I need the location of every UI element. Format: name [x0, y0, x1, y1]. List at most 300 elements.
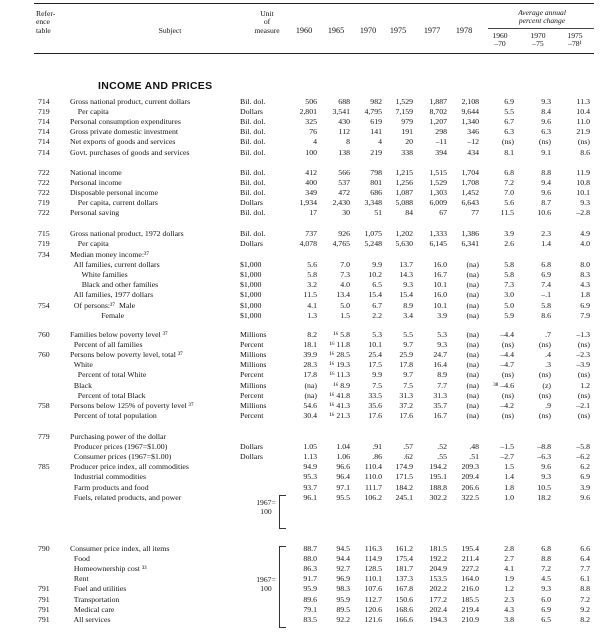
value-cell-1960: 96.1: [303, 492, 317, 502]
cpi-base-bracket: [279, 546, 286, 628]
subject-cell: Gross private domestic investment: [70, 127, 179, 137]
subject-cell: Black: [70, 380, 93, 390]
value-cell-1965: 926: [338, 229, 350, 238]
avg-change-cell-2: .4: [545, 350, 551, 360]
avg-change-cell-3: 21.9: [576, 127, 590, 137]
avg-change-cell-3: 8.6: [580, 147, 590, 157]
unit-cell: Bil. dol.: [240, 137, 266, 147]
table-row: [0, 340, 600, 350]
table-row: [0, 270, 600, 280]
value-cell-1975: 5.5: [403, 330, 413, 339]
value-cell-1965: ¹⁶ 5.8: [333, 330, 350, 339]
avg-change-cell-1: 7.2: [504, 178, 514, 188]
avg-change-cell-2: 8.6: [541, 310, 551, 320]
value-cell-1960: 1.13: [303, 452, 317, 462]
value-cell-1965: 112: [338, 127, 350, 137]
ppi-base-label: 1967= 100: [256, 498, 276, 516]
value-cell-1977: 31.3: [433, 390, 447, 400]
reference-table-cell: 719: [38, 239, 50, 249]
value-cell-1970: 619: [370, 117, 382, 127]
avg-change-cell-3: 10.8: [576, 178, 590, 188]
value-cell-1975: 17.6: [399, 410, 413, 420]
value-cell-1965: 566: [338, 168, 350, 177]
value-cell-1977: 10.1: [433, 300, 447, 310]
subject-cell: Consumer prices (1967=$1.00): [70, 452, 172, 462]
value-cell-1975: 979: [401, 117, 413, 127]
unit-cell: Millions: [240, 350, 267, 360]
avg-change-cell-3: 8.2: [580, 614, 590, 624]
value-cell-1977: 5.3: [437, 330, 447, 339]
avg-change-cell-3: 9.3: [580, 198, 590, 208]
subject-cell: Personal income: [70, 178, 122, 188]
avg-change-cell-1: 6.9: [504, 97, 514, 106]
value-cell-1970: .86: [372, 452, 382, 462]
value-cell-1970: 10.1: [368, 340, 382, 350]
value-cell-1970: 9.9: [372, 260, 382, 270]
avg-change-cell-2: –8.8: [537, 442, 551, 452]
avg-change-cell-2: 6.9: [541, 604, 551, 614]
value-cell-1970: 4: [378, 137, 382, 147]
avg-change-cell-1: 2.6: [504, 239, 514, 249]
subject-cell: Per capita: [70, 239, 109, 249]
avg-change-cell-2: 9.4: [541, 178, 551, 188]
subject-cell: Homeownership cost ³³: [70, 564, 147, 574]
table-row: [0, 452, 600, 462]
value-cell-1978: 1,704: [461, 168, 479, 177]
subject-cell: Producer prices (1967=$1.00): [70, 442, 168, 452]
avg-change-cell-1: –1.5: [500, 442, 514, 452]
value-cell-1978: (na): [466, 380, 479, 390]
avg-change-cell-3: 7.7: [580, 564, 590, 574]
value-cell-1965: 5.0: [340, 300, 350, 310]
value-cell-1965: 4,765: [332, 239, 350, 249]
unit-cell: Percent: [240, 390, 264, 400]
unit-cell: $1,000: [240, 300, 262, 310]
subject-cell: Black and other families: [70, 280, 159, 290]
avg-change-cell-3: 3.9: [580, 482, 590, 492]
table-row: [0, 493, 600, 503]
value-cell-1978: (na): [466, 270, 479, 280]
unit-cell: Dollars: [240, 239, 263, 249]
subject-cell: Median money income:³⁷: [70, 250, 150, 259]
value-cell-1977: 1,529: [429, 178, 447, 188]
value-cell-1970: 114.9: [364, 554, 382, 564]
value-cell-1960: 1.05: [303, 442, 317, 452]
table-row: [0, 462, 600, 472]
unit-cell: Bil. dol.: [240, 188, 266, 198]
value-cell-1965: 13.4: [336, 290, 350, 300]
avg-change-cell-3: 9.2: [580, 604, 590, 614]
value-cell-1977: 6,145: [429, 239, 447, 249]
value-cell-1977: 188.8: [429, 482, 447, 492]
value-cell-1977: 10.1: [433, 280, 447, 290]
value-cell-1965: 2,430: [332, 198, 350, 208]
reference-table-cell: 714: [38, 127, 50, 137]
value-cell-1975: 8.9: [403, 300, 413, 310]
value-cell-1977: 24.7: [433, 350, 447, 360]
subject-cell: Gross national product, 1972 dollars: [70, 229, 184, 238]
unit-cell: Bil. dol.: [240, 208, 266, 218]
unit-cell: Millions: [240, 380, 267, 390]
table-row: [0, 198, 600, 208]
table-row: [0, 544, 600, 554]
value-cell-1975: 181.7: [395, 564, 413, 574]
value-cell-1978: 209.4: [461, 472, 479, 482]
value-cell-1977: 192.2: [429, 554, 447, 564]
avg-change-cell-3: 11.0: [576, 117, 590, 127]
value-cell-1978: 1,452: [461, 188, 479, 198]
subject-cell: White: [70, 360, 93, 370]
avg-change-cell-1: 1.8: [504, 482, 514, 492]
value-cell-1970: 106.2: [364, 492, 382, 502]
avg-change-cell-1: (ns): [501, 137, 514, 147]
table-row: [0, 564, 600, 574]
avg-change-cell-1: 11.5: [500, 208, 514, 218]
value-cell-1978: 434: [467, 147, 479, 157]
value-cell-1965: 4.0: [340, 280, 350, 290]
avg-change-cell-1: (ns): [501, 410, 514, 420]
avg-change-cell-1: 5.8: [504, 260, 514, 270]
value-cell-1960: 17: [309, 208, 317, 218]
value-cell-1977: 16.7: [433, 270, 447, 280]
avg-change-cell-1: 2.3: [504, 594, 514, 604]
value-cell-1977: 7.7: [437, 380, 447, 390]
reference-table-cell: 714: [38, 147, 50, 157]
value-cell-1965: 98.3: [336, 584, 350, 594]
value-cell-1978: 6,643: [461, 198, 479, 208]
avg-change-cell-3: 1.8: [580, 290, 590, 300]
value-cell-1975: 31.3: [399, 390, 413, 400]
value-cell-1978: 164.0: [461, 574, 479, 584]
value-cell-1960: 18.1: [303, 340, 317, 350]
avg-change-cell-3: 11.3: [576, 97, 590, 106]
value-cell-1978: 9,644: [461, 107, 479, 117]
value-cell-1977: –11: [435, 137, 447, 147]
value-cell-1970: 6.5: [372, 280, 382, 290]
subject-cell: Percent of all families: [70, 340, 143, 350]
subject-cell: All families, current dollars: [70, 260, 160, 270]
value-cell-1977: 153.5: [429, 574, 447, 584]
avg-change-cell-1: 4.1: [504, 564, 514, 574]
header-bottom-rule: [34, 53, 594, 54]
value-cell-1975: 5,630: [395, 239, 413, 249]
table-row: [0, 605, 600, 615]
avg-change-cell-3: 8.0: [580, 260, 590, 270]
subject-cell: Industrial commodities: [70, 472, 147, 482]
value-cell-1970: 141: [370, 127, 382, 137]
value-cell-1977: 1,303: [429, 188, 447, 198]
value-cell-1977: 202.2: [429, 584, 447, 594]
value-cell-1965: 92.2: [336, 614, 350, 624]
value-cell-1970: 33.5: [368, 390, 382, 400]
reference-table-cell: 791: [38, 614, 50, 624]
value-cell-1960: 39.9: [303, 350, 317, 360]
value-cell-1977: 204.9: [429, 564, 447, 574]
value-cell-1970: 5,248: [364, 239, 382, 249]
avg-change-cell-3: –1.3: [576, 330, 590, 339]
avg-change-cell-3: 4.3: [580, 280, 590, 290]
value-cell-1978: (na): [466, 290, 479, 300]
avg-change-cell-2: 9.3: [541, 97, 551, 106]
value-cell-1977: 16.7: [433, 410, 447, 420]
value-cell-1960: 11.5: [303, 290, 317, 300]
value-cell-1960: 93.7: [303, 482, 317, 492]
subject-cell: Fuel and utilities: [70, 584, 127, 594]
avg-change-cell-1: –4.4: [500, 350, 514, 360]
avg-change-cell-2: –.1: [541, 290, 551, 300]
value-cell-1978: 1,340: [461, 117, 479, 127]
value-cell-1960: (na): [304, 390, 317, 400]
avg-change-cell-1: 4.3: [504, 604, 514, 614]
value-cell-1975: 9.7: [403, 340, 413, 350]
value-cell-1975: 15.4: [399, 290, 413, 300]
value-cell-1978: 216.0: [461, 584, 479, 594]
table-row: [0, 188, 600, 198]
unit-header: Unit of measure: [254, 9, 280, 35]
avg-change-cell-1: (ns): [501, 370, 514, 380]
avg-change-cell-3: 8.8: [580, 584, 590, 594]
value-cell-1977: 16.0: [433, 290, 447, 300]
table-row: [0, 472, 600, 482]
avg-col-1960-70: 1960 –70: [492, 31, 508, 49]
avg-change-cell-3: (ns): [577, 410, 590, 420]
table-row: [0, 381, 600, 391]
avg-change-cell-2: 9.6: [541, 462, 551, 472]
value-cell-1960: 30.4: [303, 410, 317, 420]
section-title: INCOME AND PRICES: [98, 80, 213, 92]
value-cell-1965: ¹⁶ 11.8: [329, 340, 350, 350]
year-header-1977: 1977: [423, 26, 441, 35]
value-cell-1960: 95.3: [303, 472, 317, 482]
reference-table-cell: 722: [38, 188, 50, 198]
value-cell-1970: 51: [374, 208, 382, 218]
value-cell-1977: 1,333: [429, 229, 447, 238]
value-cell-1978: 1,708: [461, 178, 479, 188]
reference-table-cell: 714: [38, 97, 50, 106]
table-row: [0, 411, 600, 421]
avg-change-cell-2: 8.8: [541, 554, 551, 564]
avg-change-cell-3: 6.4: [580, 554, 590, 564]
unit-cell: Dollars: [240, 107, 263, 117]
table-row: [0, 574, 600, 584]
reference-table-cell: 760: [38, 350, 50, 360]
value-cell-1965: 688: [338, 97, 350, 106]
value-cell-1978: 210.9: [461, 614, 479, 624]
avg-change-cell-3: 10.4: [576, 107, 590, 117]
value-cell-1975: 5,088: [395, 198, 413, 208]
value-cell-1977: 1,207: [429, 117, 447, 127]
avg-col-1975-78: 1975 –78¹: [567, 31, 583, 49]
table-row: [0, 554, 600, 564]
subject-cell: Per capita, current dollars: [70, 198, 158, 208]
value-cell-1978: (na): [466, 280, 479, 290]
reference-table-cell: 722: [38, 178, 50, 188]
value-cell-1975: 338: [401, 147, 413, 157]
table-row: [0, 208, 600, 218]
avg-change-cell-1: 1.0: [504, 492, 514, 502]
unit-cell: Bil. dol.: [240, 168, 266, 177]
unit-cell: $1,000: [240, 310, 262, 320]
value-cell-1960: 86.3: [303, 564, 317, 574]
table-row: [0, 442, 600, 452]
value-cell-1960: 83.5: [303, 614, 317, 624]
subject-cell: Percent of total Black: [70, 390, 146, 400]
value-cell-1970: 17.6: [368, 410, 382, 420]
unit-cell: Bil. dol.: [240, 117, 266, 127]
reference-table-cell: 791: [38, 594, 50, 604]
avg-change-cell-2: 9.6: [541, 117, 551, 127]
table-row: [0, 391, 600, 401]
value-cell-1975: 25.9: [399, 350, 413, 360]
avg-change-cell-2: 9.6: [541, 188, 551, 198]
subject-cell: Medical care: [70, 604, 115, 614]
table-row: [0, 280, 600, 290]
subject-header: Subject: [158, 26, 182, 35]
value-cell-1960: 4,078: [299, 239, 317, 249]
avg-change-cell-1: 5.6: [504, 198, 514, 208]
avg-change-cell-1: 5.9: [504, 310, 514, 320]
table-row: [0, 290, 600, 300]
table-row: [0, 401, 600, 411]
value-cell-1977: 3.9: [437, 310, 447, 320]
avg-change-cell-1: 2.7: [504, 554, 514, 564]
subject-cell: All services: [70, 614, 111, 624]
value-cell-1970: 15.4: [368, 290, 382, 300]
avg-change-cell-3: 4.9: [580, 229, 590, 238]
value-cell-1960: (na): [304, 380, 317, 390]
unit-cell: Millions: [240, 330, 267, 339]
value-cell-1975: 84: [405, 208, 413, 218]
value-cell-1965: 1.5: [340, 310, 350, 320]
value-cell-1977: 9.3: [437, 340, 447, 350]
avg-change-cell-3: 10.1: [576, 188, 590, 198]
avg-change-cell-2: (ns): [538, 370, 551, 380]
avg-change-cell-2: (ns): [538, 340, 551, 350]
table-row: [0, 107, 600, 117]
value-cell-1975: 9.7: [403, 370, 413, 380]
unit-cell: Dollars: [240, 198, 263, 208]
value-cell-1970: 116.3: [364, 544, 382, 553]
value-cell-1978: 209.3: [461, 462, 479, 472]
value-cell-1978: (na): [466, 260, 479, 270]
table-row: [0, 301, 600, 311]
avg-change-cell-2: .9: [545, 400, 551, 410]
value-cell-1978: 227.2: [461, 564, 479, 574]
value-cell-1960: 4: [313, 137, 317, 147]
avg-change-cell-2: 8.4: [541, 107, 551, 117]
value-cell-1960: 506: [305, 97, 317, 106]
avg-change-cell-1: 3.0: [504, 290, 514, 300]
reference-table-cell: 791: [38, 584, 50, 594]
value-cell-1978: (na): [466, 350, 479, 360]
value-cell-1970: 120.6: [364, 604, 382, 614]
value-cell-1960: 349: [305, 188, 317, 198]
avg-change-cell-2: .7: [545, 330, 551, 339]
value-cell-1960: 54.6: [303, 400, 317, 410]
value-cell-1965: ¹⁶ 19.3: [329, 360, 350, 370]
avg-change-cell-2: 9.3: [541, 584, 551, 594]
avg-change-cell-2: 6.8: [541, 544, 551, 553]
subject-cell: Consumer price index, all items: [70, 544, 170, 553]
value-cell-1965: ¹⁶ 11.3: [329, 370, 350, 380]
table-row: [0, 260, 600, 270]
value-cell-1978: (na): [466, 410, 479, 420]
avg-change-cell-2: 1.4: [541, 239, 551, 249]
value-cell-1970: 112.7: [364, 594, 382, 604]
avg-change-cell-2: 7.4: [541, 280, 551, 290]
value-cell-1975: 7.5: [403, 380, 413, 390]
table-row: [0, 137, 600, 147]
value-cell-1975: 168.6: [395, 604, 413, 614]
reference-table-cell: 714: [38, 137, 50, 147]
avg-change-cell-3: 11.9: [576, 168, 590, 177]
avg-change-cell-2: 6.3: [541, 127, 551, 137]
value-cell-1975: 37.2: [399, 400, 413, 410]
table-row: [0, 229, 600, 239]
value-cell-1960: 91.7: [303, 574, 317, 584]
value-cell-1977: .55: [437, 452, 447, 462]
avg-change-cell-3: (ns): [577, 390, 590, 400]
avg-change-cell-2: 5.8: [541, 300, 551, 310]
reference-table-cell: 754: [38, 300, 50, 310]
value-cell-1960: 4.1: [307, 300, 317, 310]
value-cell-1965: 1.04: [336, 442, 350, 452]
avg-change-cell-3: 1.2: [580, 380, 590, 390]
value-cell-1977: 195.1: [429, 472, 447, 482]
avg-change-cell-2: 8.7: [541, 198, 551, 208]
value-cell-1960: 8.2: [307, 330, 317, 339]
avg-change-cell-1: 1.2: [504, 584, 514, 594]
value-cell-1965: 7.3: [340, 270, 350, 280]
value-cell-1978: 2,108: [461, 97, 479, 106]
value-cell-1965: 97.1: [336, 482, 350, 492]
value-cell-1977: 181.5: [429, 544, 447, 553]
value-cell-1975: 150.6: [395, 594, 413, 604]
year-header-1960: 1960: [295, 26, 313, 35]
value-cell-1977: 16.4: [433, 360, 447, 370]
year-header-1975: 1975: [389, 26, 407, 35]
value-cell-1975: .57: [403, 442, 413, 452]
value-cell-1965: 1.06: [336, 452, 350, 462]
table-row: [0, 148, 600, 158]
table-row: [0, 97, 600, 107]
value-cell-1965: 8: [346, 137, 350, 147]
value-cell-1970: 686: [370, 188, 382, 198]
value-cell-1970: 110.1: [364, 574, 382, 584]
value-cell-1965: ¹⁶ 21.3: [329, 410, 350, 420]
value-cell-1978: (na): [466, 360, 479, 370]
value-cell-1965: 30: [342, 208, 350, 218]
avg-change-cell-1: –2.7: [500, 452, 514, 462]
value-cell-1975: 167.8: [395, 584, 413, 594]
value-cell-1975: 1,256: [395, 178, 413, 188]
avg-change-cell-2: 10.5: [537, 482, 551, 492]
ppi-base-bracket: [279, 495, 286, 529]
value-cell-1975: 20: [405, 137, 413, 147]
value-cell-1970: 2.2: [372, 310, 382, 320]
value-cell-1965: 95.9: [336, 594, 350, 604]
avg-change-cell-2: 6.9: [541, 270, 551, 280]
avg-change-cell-2: 6.5: [541, 614, 551, 624]
value-cell-1960: 3.2: [307, 280, 317, 290]
subject-cell: Female: [70, 310, 125, 320]
value-cell-1965: ¹⁶ 8.9: [333, 380, 350, 390]
subject-cell: Percent of total population: [70, 410, 157, 420]
unit-cell: Bil. dol.: [240, 127, 266, 137]
avg-change-cell-1: –4.4: [500, 330, 514, 339]
table-row: [0, 168, 600, 178]
value-cell-1960: 1,934: [299, 198, 317, 208]
